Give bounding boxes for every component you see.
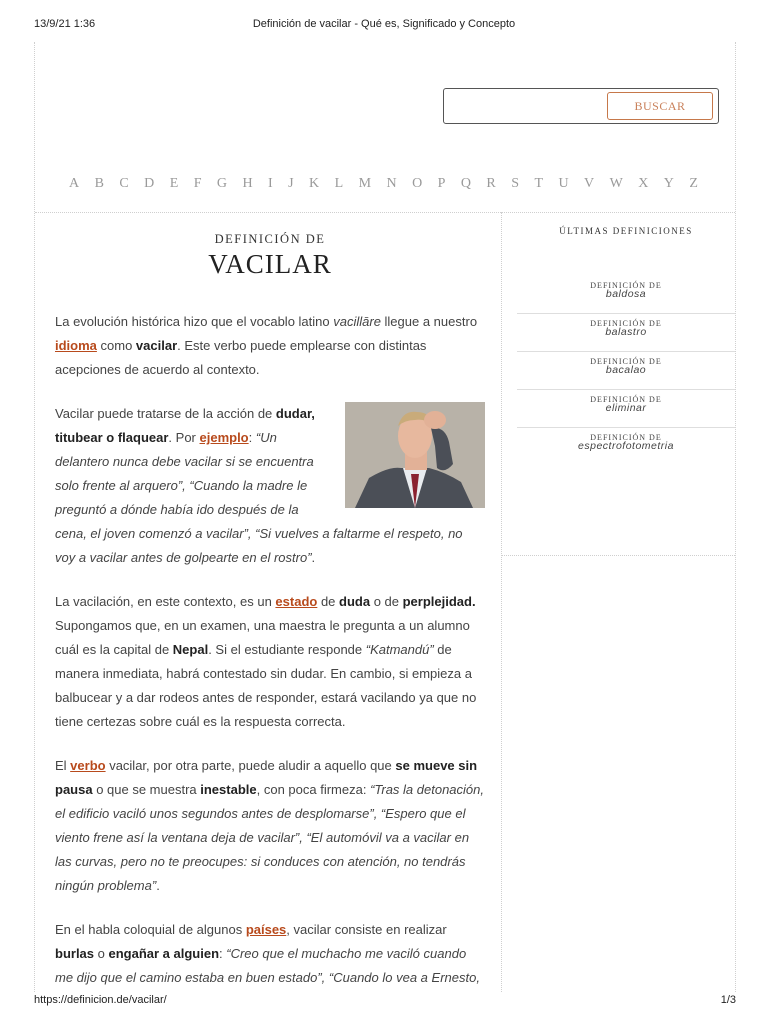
sidebar-item-label: DEFINICIÓN DE — [590, 357, 662, 366]
text: . Por — [168, 430, 200, 445]
page-frame — [34, 42, 736, 992]
text: llegue a nuestro — [380, 314, 478, 329]
sidebar-divider — [501, 555, 735, 556]
alphabet-letter-u[interactable]: U — [558, 176, 570, 191]
divider — [35, 212, 735, 213]
alphabet-letter-o[interactable]: O — [412, 176, 424, 191]
alphabet-letter-a[interactable]: A — [69, 176, 81, 191]
text: vacilar, por otra parte, puede aludir a aquello que — [105, 758, 396, 773]
text: . Este verbo puede emplearse con distintas acepciones de acuerdo al contexto. — [55, 338, 427, 377]
text: El — [55, 758, 71, 773]
text: de manera inmediata, habrá contestado sin dudar. En cambio, si empieza a balbucear y a dar rodeos antes de responder, estará vacilando ya que no tiene certezas sobre cuál es la respuesta correcta. — [55, 642, 477, 729]
text: o — [94, 946, 109, 961]
column-divider — [501, 212, 502, 992]
text: o de — [370, 594, 403, 609]
bold-text: duda — [339, 594, 371, 609]
print-url: https://definicion.de/vacilar/ — [34, 994, 167, 1006]
latest-definitions-list — [517, 276, 735, 465]
text: . — [311, 550, 316, 565]
text: La evolución histórica hizo que el vocablo latino — [55, 314, 334, 329]
paragraph — [55, 754, 485, 898]
man-thinking-image — [345, 402, 485, 508]
sidebar-item-word: baldosa — [605, 288, 647, 300]
alphabet-letter-w[interactable]: W — [609, 176, 624, 191]
sidebar-item-word: bacalao — [605, 364, 647, 376]
alphabet-letter-p[interactable]: P — [437, 176, 447, 191]
alphabet-letter-i[interactable]: I — [268, 176, 274, 191]
text: : — [219, 946, 227, 961]
alphabet-letter-t[interactable]: T — [534, 176, 544, 191]
bold-text: engañar a alguien — [108, 946, 220, 961]
alphabet-letter-r[interactable]: R — [486, 176, 497, 191]
bold-text: dudar, titubear o flaquear — [55, 406, 315, 445]
sidebar-title: ÚLTIMAS DEFINICIONES — [559, 226, 693, 236]
paragraph — [55, 918, 485, 990]
text: : — [248, 430, 256, 445]
alphabet-letter-l[interactable]: L — [334, 176, 345, 191]
link-verbo[interactable]: verbo — [70, 758, 106, 773]
alphabet-letter-d[interactable]: D — [144, 176, 156, 191]
alphabet-letter-e[interactable]: E — [169, 176, 180, 191]
sidebar — [517, 226, 735, 465]
sidebar-item-espectrofotometria[interactable] — [517, 428, 735, 465]
bold-text: burlas — [55, 946, 95, 961]
example-quote: “Katmandú” — [365, 642, 434, 657]
text: La vacilación, en este contexto, es un — [55, 594, 276, 609]
bold-text: se mueve sin pausa — [55, 758, 478, 797]
sidebar-item-label: DEFINICIÓN DE — [590, 319, 662, 328]
alphabet-letter-n[interactable]: N — [386, 176, 398, 191]
paragraph — [55, 310, 485, 382]
link-estado[interactable]: estado — [275, 594, 318, 609]
text: , vacilar consiste en realizar — [286, 922, 447, 937]
alphabet-letter-b[interactable]: B — [94, 176, 105, 191]
link-idioma[interactable]: idioma — [55, 338, 97, 353]
alphabet-letter-g[interactable]: G — [216, 176, 229, 191]
search-button[interactable]: BUSCAR — [607, 92, 713, 120]
alphabet-letter-h[interactable]: H — [242, 176, 254, 191]
alphabet-letter-j[interactable]: J — [288, 176, 295, 191]
text: . — [156, 878, 160, 893]
text: de — [317, 594, 340, 609]
alphabet-letter-c[interactable]: C — [119, 176, 130, 191]
bold-text: perplejidad. — [402, 594, 476, 609]
sidebar-item-eliminar[interactable] — [517, 390, 735, 428]
article-body — [55, 310, 485, 990]
print-page-title: Definición de vacilar - Qué es, Significado y Concepto — [252, 18, 516, 30]
text: , con poca firmeza: — [256, 782, 371, 797]
latin-word: vacillāre — [333, 314, 381, 329]
text: o que se muestra — [92, 782, 201, 797]
text: . Si el estudiante responde — [208, 642, 366, 657]
sidebar-item-label: DEFINICIÓN DE — [590, 281, 662, 290]
example-quote: “Un delantero nunca debe vacilar si se encuentra solo frente al arquero”, “Cuando la madre le preguntó a dónde había ido después de la cena, el joven comenzó a vacilar”, “Si vuelves a faltarme el respeto, no voy a vacilar antes de golpearte en el rostro” — [55, 430, 463, 565]
link-ejemplo[interactable]: ejemplo — [199, 430, 249, 445]
print-footer — [0, 992, 768, 1024]
sidebar-item-balastro[interactable] — [517, 314, 735, 352]
sidebar-item-label: DEFINICIÓN DE — [590, 395, 662, 404]
sidebar-item-word: eliminar — [605, 402, 647, 414]
alphabet-letter-x[interactable]: X — [638, 176, 650, 191]
sidebar-item-baldosa[interactable] — [517, 276, 735, 314]
alphabet-letter-q[interactable]: Q — [460, 176, 472, 191]
alphabet-letter-k[interactable]: K — [309, 176, 321, 191]
sidebar-item-word: espectrofotometria — [578, 440, 674, 452]
definition-word: VACILAR — [208, 249, 332, 279]
paragraph — [55, 402, 485, 570]
text: como — [96, 338, 136, 353]
example-quote: “Tras la detonación, el edificio vaciló unos segundos antes de desplomarse”, “Espero que el viento frene así la ventana deja de vacilar”, “El automóvil va a vacilar en las curvas, pero no te preocupes: si conduces con atención, no tendrás ningún problema” — [55, 782, 484, 893]
text: Supongamos que, en un examen, una maestra le pregunta a un alumno cuál es la capital de — [55, 618, 470, 657]
article — [55, 222, 485, 1010]
search-input[interactable] — [443, 88, 719, 124]
bold-text: inestable — [200, 782, 257, 797]
alphabet-letter-y[interactable]: Y — [663, 176, 675, 191]
link-paises[interactable]: países — [245, 922, 287, 937]
bold-text: Nepal — [172, 642, 209, 657]
print-header — [0, 0, 768, 34]
alphabet-letter-f[interactable]: F — [193, 176, 203, 191]
alphabet-letter-m[interactable]: M — [358, 176, 373, 191]
alphabet-letter-z[interactable]: Z — [689, 176, 699, 191]
alphabet-letter-s[interactable]: S — [511, 176, 520, 191]
alphabet-index — [69, 176, 699, 196]
print-date: 13/9/21 1:36 — [34, 18, 96, 30]
paragraph — [55, 590, 485, 734]
definition-label: DEFINICIÓN DE — [214, 232, 326, 246]
text: En el habla coloquial de algunos — [55, 922, 246, 937]
print-page-number: 1/3 — [720, 994, 736, 1006]
sidebar-item-word: balastro — [605, 326, 647, 338]
text: Vacilar puede tratarse de la acción de — [55, 406, 276, 421]
example-quote: “Creo que el muchacho me vaciló cuando me dijo que el camino estaba en buen estado”, “Cuando lo vea a Ernesto, — [55, 946, 480, 985]
sidebar-item-label: DEFINICIÓN DE — [590, 433, 662, 442]
article-photo — [345, 402, 485, 508]
sidebar-item-bacalao[interactable] — [517, 352, 735, 390]
alphabet-letter-v[interactable]: V — [584, 176, 596, 191]
bold-text: vacilar — [135, 338, 178, 353]
